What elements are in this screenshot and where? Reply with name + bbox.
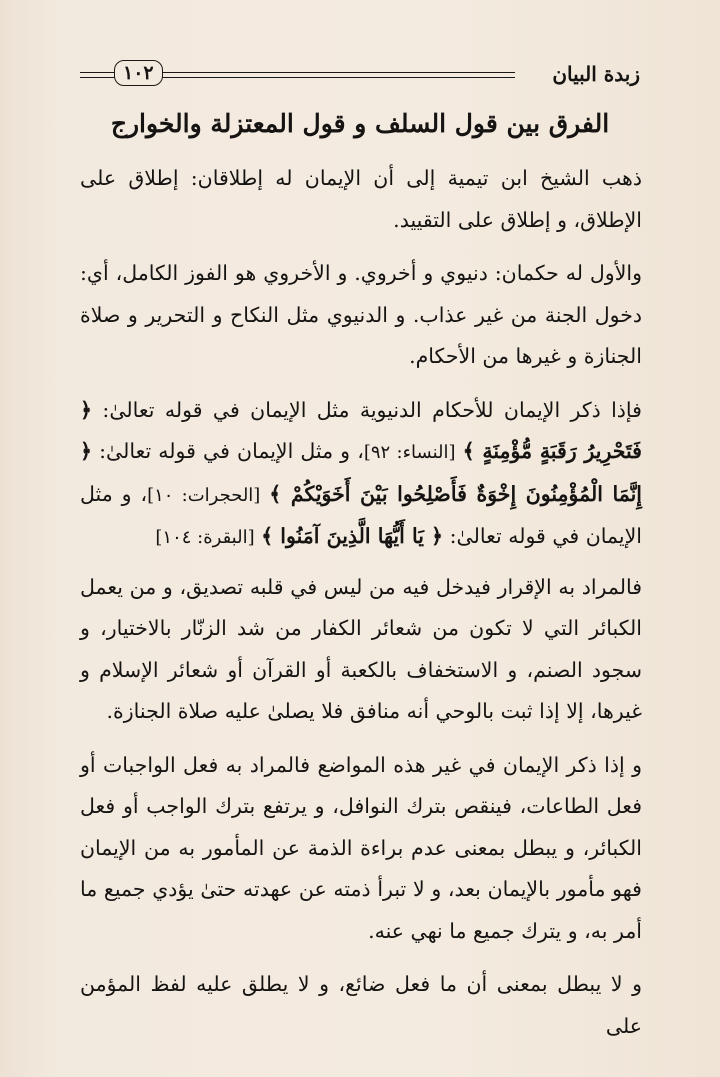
- quran-intro: فإذا ذكر الإيمان للأحكام الدنيوية مثل الإيمان في قوله تعالىٰ:: [102, 397, 642, 422]
- paragraph-5: و لا يبطل بمعنى أن ما فعل ضائع، و لا يطلق عليه لفظ المؤمن على: [80, 972, 642, 1038]
- page-number: ١٠٢: [114, 60, 163, 86]
- quran-verse-3: ﴿ يَا أَيُّهَا الَّذِينَ آمَنُوا ﴾: [261, 524, 444, 548]
- quran-verse-1: ﴿ فَتَحْرِيرُ رَقَبَةٍ مُّؤْمِنَةٍ ﴾: [80, 397, 642, 463]
- paragraph-3: فالمراد به الإقرار فيدخل فيه من ليس في قلبه تصديق، و من يعمل الكبائر التي لا تكون من شعائر الكفار من شد الزنّار بالاختيار، و سجود الصنم، و الاستخفاف بالكعبة أو القرآن أو شعائر الإسلام و غيرها، إلا إذا ثبت بالوحي أنه منافق فلا يصلىٰ عليه صلاة الجنازة.: [80, 574, 642, 723]
- paragraph-1: ذهب الشيخ ابن تيمية إلى أن الإيمان له إطلاقان: إطلاق على الإطلاق، و إطلاق على التقييد.: [80, 166, 642, 232]
- section-title: الفرق بين قول السلف و قول المعتزلة والخوارج: [110, 109, 610, 138]
- body-text: [80, 158, 642, 1059]
- quran-verse-2: ﴿ إِنَّمَا الْمُؤْمِنُونَ إِخْوَةٌ فَأَصْلِحُوا بَيْنَ أَخَوَيْكُمْ ﴾: [80, 439, 642, 506]
- paragraph-2: والأول له حكمان: دنيوي و أخروي. و الأخروي هو الفوز الكامل، أي: دخول الجنة من غير عذاب. و الدنيوي مثل النكاح و التحرير و صلاة الجنازة و غيرها من الأحكام.: [80, 261, 642, 368]
- quran-connector-2: ، و مثل الإيمان في قوله تعالىٰ:: [80, 481, 642, 548]
- paragraph-4: و إذا ذكر الإيمان في غير هذه المواضع فالمراد به فعل الواجبات أو فعل الطاعات، فينقص بترك النوافل، و يرتفع بترك الواجب أو فعل الكبائر، و يبطل بمعنى عدم براءة الذمة عن المأمور به من الإيمان فهو مأمور بالإيمان بعد، و لا تبرأ ذمته عن عهدته حتىٰ يؤدي جميع ما أمر به، و يترك جميع ما نهي عنه.: [80, 752, 642, 943]
- verse-reference-3: [البقرة: ١٠٤]: [155, 527, 255, 548]
- quran-paragraph: [80, 390, 642, 559]
- verse-reference-2: [الحجرات: ١٠]: [147, 484, 261, 506]
- verse-reference-1: [النساء: ٩٢]: [363, 442, 456, 463]
- quran-connector-1: ، و مثل الإيمان في قوله تعالىٰ:: [99, 439, 364, 463]
- page-header: [80, 54, 640, 94]
- running-title: زبدة البيان: [552, 62, 640, 86]
